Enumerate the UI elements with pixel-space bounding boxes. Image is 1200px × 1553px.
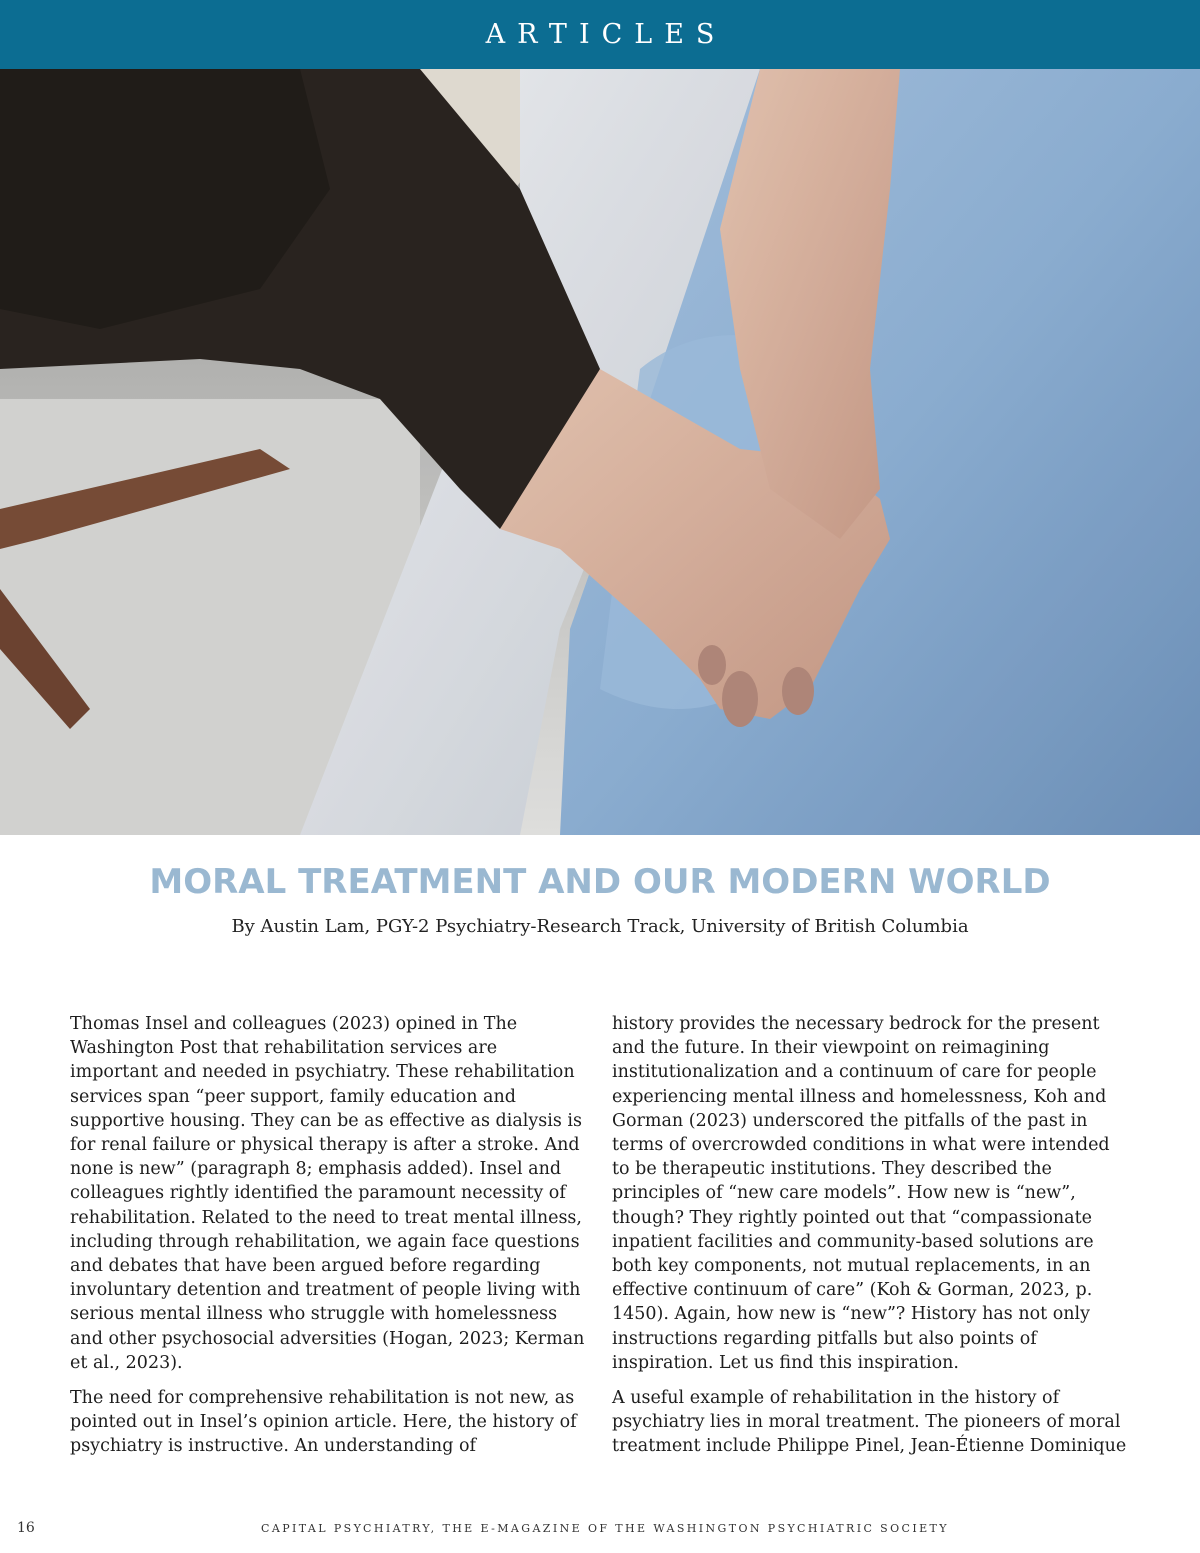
page-number: 16	[17, 1520, 35, 1536]
paragraph: Thomas Insel and colleagues (2023) opined in The Washington Post that rehabilitation services are important and needed in psychiatry. These rehabilitation services span “peer support, family education and supportive housing. They can be as effective as dialysis is for renal failure or physical therapy is after a stroke. And none is new” (paragraph 8; emphasis added). Insel and colleagues rightly identified the paramount necessity of rehabilitation. Related to the need to treat mental illness, including through rehabilitation, we again face questions and debates that have been argued before regarding involuntary detention and treatment of people living with serious mental illness who struggle with homelessness and other psychosocial adversities (Hogan, 2023; Kerman et al., 2023).	[70, 1014, 585, 1373]
publication-footer: CAPITAL PSYCHIATRY, THE E-MAGAZINE OF THE WASHINGTON PSYCHIATRIC SOCIETY	[261, 1522, 949, 1535]
section-banner	[0, 0, 1200, 69]
paragraph: A useful example of rehabilitation in the history of psychiatry lies in moral treatment. The pioneers of moral treatment include Philippe Pinel, Jean-Étienne Dominique	[612, 1388, 1127, 1457]
body-column-right	[612, 1012, 1132, 1470]
paragraph: The need for comprehensive rehabilitation is not new, as pointed out in Insel’s opinion article. Here, the history of psychiatry is instructive. An understanding of	[70, 1388, 577, 1457]
article-hero-photo	[0, 69, 1200, 835]
paragraph: history provides the necessary bedrock for the present and the future. In their viewpoint on reimagining institutionalization and a continuum of care for people experiencing mental illness and homelessness, Koh and Gorman (2023) underscored the pitfalls of the past in terms of overcrowded conditions in what were intended to be therapeutic institutions. They described the principles of “new care models”. How new is “new”, though? They rightly pointed out that “compassionate inpatient facilities and community-based solutions are both key components, not mutual replacements, in an effective continuum of care” (Koh & Gorman, 2023, p. 1450). Again, how new is “new”? History has not only instructions regarding pitfalls but also points of inspiration. Let us find this inspiration.	[612, 1014, 1110, 1373]
article-title: MORAL TREATMENT AND OUR MODERN WORLD	[149, 862, 1051, 902]
section-label: ARTICLES	[485, 19, 727, 50]
article-byline: By Austin Lam, PGY-2 Psychiatry-Research Track, University of British Columbia	[231, 916, 969, 937]
body-column-left	[70, 1012, 590, 1470]
